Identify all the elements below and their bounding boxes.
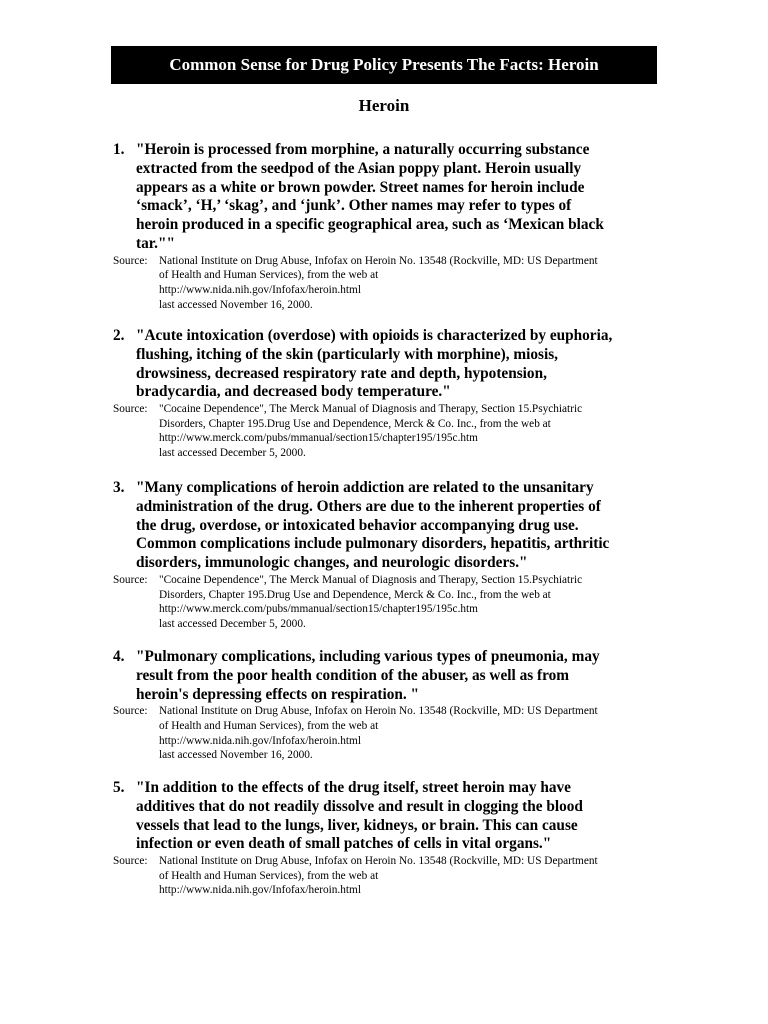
source-accessed: last accessed December 5, 2000. [159, 617, 306, 630]
source-label: Source: [113, 403, 148, 416]
fact-quote [113, 141, 673, 254]
source-line: "Cocaine Dependence", The Merck Manual of Diagnosis and Therapy, Section 15.Psychiatric [159, 573, 583, 586]
header-banner-text: Common Sense for Drug Policy Presents The Facts: Heroin [169, 55, 599, 74]
fact-item-2 [113, 327, 673, 461]
fact-quote-text: "Heroin is processed from morphine, a naturally occurring substance extracted from the seedpod of the Asian poppy plant. Heroin usually appears as a white or brown powder. Street names for heroin include ‘smack’, ‘H,’ ‘skag’, and ‘junk’. Other names may refer to types of heroin produced in a specific geographical area, such as ‘Mexican black tar."" [136, 141, 604, 252]
fact-item-1 [113, 141, 673, 312]
source-accessed: last accessed December 5, 2000. [159, 446, 306, 459]
fact-quote [113, 327, 673, 402]
source-url: http://www.nida.nih.gov/Infofax/heroin.html [159, 734, 361, 747]
source-url: http://www.nida.nih.gov/Infofax/heroin.html [159, 283, 361, 296]
source-label: Source: [113, 573, 148, 586]
fact-item-5 [113, 779, 673, 898]
fact-number: 5. [113, 779, 125, 796]
fact-source [113, 402, 673, 460]
fact-quote-text: "Many complications of heroin addiction are related to the unsanitary administration of the drug. Others are due to the inherent properties of the drug, overdose, or intoxicated behavior accompanying drug use. Common complications include pulmonary disorders, hepatitis, arthritic disorders, immunologic changes, and neurologic disorders." [136, 479, 610, 572]
fact-quote-text: "Pulmonary complications, including various types of pneumonia, may result from the poor health condition of the abuser, as well as from heroin's depressing effects on respiration. " [136, 648, 600, 703]
source-url: http://www.merck.com/pubs/mmanual/section15/chapter195/195c.htm [159, 432, 478, 445]
source-citation [159, 254, 598, 312]
source-label: Source: [113, 254, 148, 267]
fact-number: 1. [113, 141, 125, 158]
source-line: National Institute on Drug Abuse, Infofax on Heroin No. 13548 (Rockville, MD: US Department [159, 705, 598, 718]
source-label: Source: [113, 705, 148, 718]
source-citation [159, 573, 582, 631]
header-banner [111, 46, 657, 84]
source-line: of Health and Human Services), from the web at [159, 269, 379, 282]
fact-item-3 [113, 479, 673, 631]
source-line: National Institute on Drug Abuse, Infofax on Heroin No. 13548 (Rockville, MD: US Department [159, 855, 598, 868]
fact-source [113, 573, 673, 631]
fact-item-4 [113, 648, 673, 763]
source-url: http://www.merck.com/pubs/mmanual/section15/chapter195/195c.htm [159, 603, 478, 616]
source-line: "Cocaine Dependence", The Merck Manual of Diagnosis and Therapy, Section 15.Psychiatric [159, 403, 583, 416]
source-accessed: last accessed November 16, 2000. [159, 298, 313, 311]
fact-number: 3. [113, 479, 125, 496]
source-citation [159, 704, 598, 762]
source-line: National Institute on Drug Abuse, Infofax on Heroin No. 13548 (Rockville, MD: US Department [159, 254, 598, 267]
fact-quote [113, 648, 673, 704]
source-label: Source: [113, 855, 148, 868]
source-citation [159, 402, 582, 460]
fact-source [113, 704, 673, 762]
source-url: http://www.nida.nih.gov/Infofax/heroin.html [159, 884, 361, 897]
fact-quote-text: "In addition to the effects of the drug itself, street heroin may have additives that do not readily dissolve and result in clogging the blood vessels that lead to the lungs, liver, kidneys, or brain. This can cause infection or even death of small patches of cells in vital organs." [136, 779, 583, 853]
source-citation [159, 854, 598, 898]
fact-quote [113, 479, 673, 573]
source-line: of Health and Human Services), from the web at [159, 719, 379, 732]
fact-quote-text: "Acute intoxication (overdose) with opioids is characterized by euphoria, flushing, itching of the skin (particularly with morphine), miosis, drowsiness, decreased respiratory rate and depth, hypotension, bradycardia, and decreased body temperature." [136, 327, 613, 401]
source-line: of Health and Human Services), from the web at [159, 869, 379, 882]
fact-quote [113, 779, 673, 854]
fact-number: 2. [113, 327, 125, 344]
fact-number: 4. [113, 648, 125, 665]
fact-source [113, 854, 673, 898]
source-accessed: last accessed November 16, 2000. [159, 749, 313, 762]
source-line: Disorders, Chapter 195.Drug Use and Dependence, Merck & Co. Inc., from the web at [159, 588, 551, 601]
fact-source [113, 254, 673, 312]
page-title: Heroin [358, 96, 410, 115]
source-line: Disorders, Chapter 195.Drug Use and Dependence, Merck & Co. Inc., from the web at [159, 417, 551, 430]
